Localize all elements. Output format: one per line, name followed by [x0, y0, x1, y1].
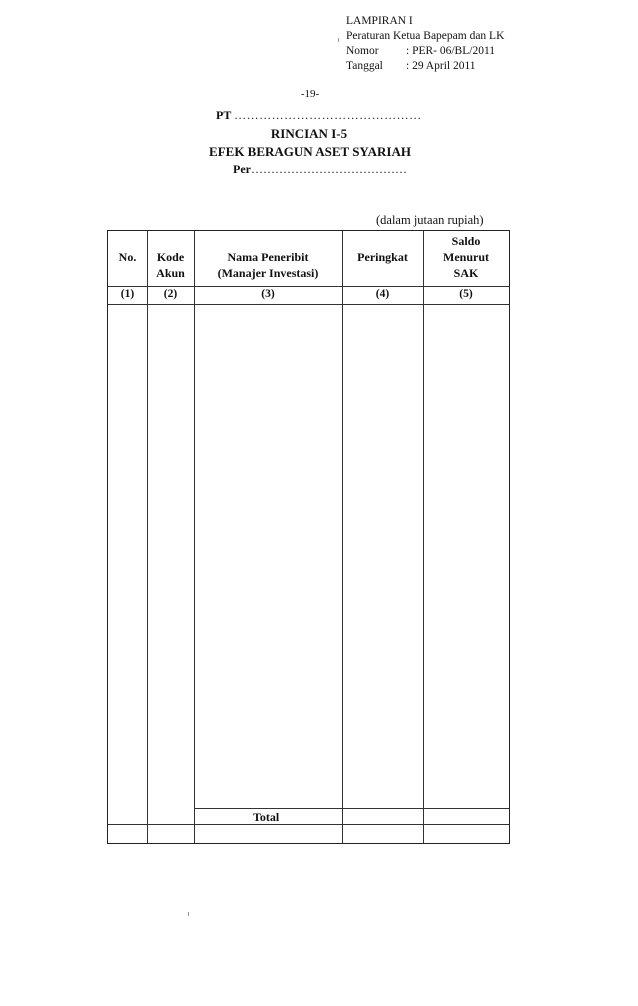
- col-header-nama-line1: Nama Peneribit: [227, 250, 309, 264]
- unit-note: (dalam jutaan rupiah): [376, 213, 484, 227]
- period-dots: …………………………………: [250, 162, 407, 176]
- column-divider: [342, 231, 343, 843]
- period-label: Per: [233, 162, 251, 176]
- col-header-kode-line1: Kode: [156, 250, 185, 264]
- period-line: [233, 162, 407, 177]
- scan-mark: [188, 912, 189, 916]
- lampiran-block: [346, 14, 504, 74]
- col-header-saldo-line1: Saldo: [451, 234, 481, 248]
- col-header-saldo: [423, 233, 509, 281]
- col-header-peringkat: Peringkat: [357, 250, 408, 264]
- col-number-5: (5): [459, 288, 473, 300]
- nomor-label: Nomor: [346, 45, 379, 57]
- company-label: PT: [216, 108, 232, 122]
- col-header-nama: [194, 249, 342, 281]
- total-bottom-divider: [108, 824, 509, 825]
- col-header-kode-line2: Akun: [156, 266, 185, 280]
- number-row-divider: [108, 304, 509, 305]
- col-header-no: No.: [118, 250, 137, 264]
- column-divider: [423, 231, 424, 843]
- tanggal-row: [346, 59, 504, 74]
- total-top-divider: [194, 808, 509, 809]
- tanggal-value: : 29 April 2011: [406, 60, 476, 72]
- tanggal-label: Tanggal: [346, 60, 383, 72]
- col-header-saldo-line2: Menurut: [443, 250, 489, 264]
- column-divider: [147, 231, 148, 843]
- col-header-nama-line2: (Manajer Investasi): [217, 266, 319, 280]
- detail-table: [107, 230, 510, 844]
- company-dots: ………………………………………: [234, 108, 422, 122]
- header-divider: [108, 286, 509, 287]
- total-label: Total: [253, 810, 280, 824]
- col-number-3: (3): [261, 288, 275, 300]
- page-number: -19-: [300, 88, 320, 100]
- col-number-1: (1): [120, 288, 135, 300]
- col-header-saldo-line3: SAK: [453, 266, 479, 280]
- col-number-2: (2): [163, 288, 178, 300]
- form-title: RINCIAN I-5: [270, 126, 348, 141]
- col-number-4: (4): [375, 288, 390, 300]
- scan-mark: [338, 38, 339, 42]
- regulation-title: Peraturan Ketua Bapepam dan LK: [346, 30, 505, 42]
- col-header-kode: [147, 249, 194, 281]
- form-subtitle: EFEK BERAGUN ASET SYARIAH: [209, 144, 411, 159]
- nomor-row: [346, 44, 504, 59]
- lampiran-label: LAMPIRAN I: [346, 15, 413, 27]
- column-divider: [194, 231, 195, 843]
- company-line: [216, 108, 422, 123]
- nomor-value: : PER- 06/BL/2011: [406, 45, 496, 57]
